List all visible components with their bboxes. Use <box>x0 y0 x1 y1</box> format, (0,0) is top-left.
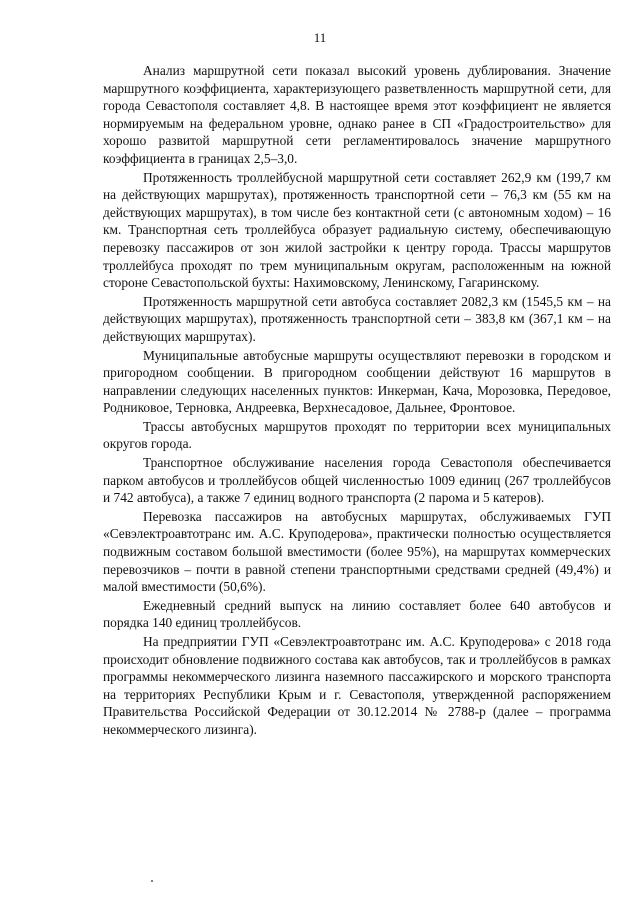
paragraph-passenger-transport: Перевозка пассажиров на автобусных маршрутах, обслуживаемых ГУП «Севэлектроавтотранс им. А.С. Круподерова», практически полностью осуществляется подвижным составом большой вместимости (более 95%), на маршрутах коммерческих перевозчиков – почти в равной степени транспортными средствами средней (49,4%) и малой вместимости (50,6%). <box>103 508 611 595</box>
paragraph-trolleybus-network: Протяженность троллейбусной маршрутной сети составляет 262,9 км (199,7 км на действующих маршрутах), протяженность транспортной сети – 76,3 км (55 км на действующих маршрутах), в том числе без контактной сети (с автономным ходом) – 16 км. Транспортная сеть троллейбуса образует радиальную систему, обеспечивающую перевозку пассажиров от зон жилой застройки к центру города. Трассы маршрутов троллейбуса проходят по трем муниципальным округам, расположенным на южной стороне Севастопольской бухты: Нахимовскому, Ленинскому, Гагаринскому. <box>103 169 611 291</box>
paragraph-municipal-bus-routes: Муниципальные автобусные маршруты осуществляют перевозки в городском и пригородном сообщении. В пригородном сообщении действуют 16 маршрутов в направлении следующих населенных пунктов: Инкерман, Кача, Морозовка, Передовое, Родниковое, Терновка, Андреевка, Верхнесадовое, Дальнее, Фронтовое. <box>103 347 611 416</box>
paragraph-bus-route-tracks: Трассы автобусных маршрутов проходят по территории всех муниципальных округов города. <box>103 418 611 452</box>
paragraph-route-network-analysis: Анализ маршрутной сети показал высокий уровень дублирования. Значение маршрутного коэффициента, характеризующего разветвленность маршрутной сети, для города Севастополя составляет 4,8. В настоящее время этот коэффициент не является нормируемым на федеральном уровне, однако ранее в СП «Градостроительство» для хорошо развитой маршрутной сети регламентировалось значение маршрутного коэффициента в границах 2,5–3,0. <box>103 63 611 166</box>
scan-speck <box>151 880 153 882</box>
paragraph-fleet-renewal: На предприятии ГУП «Севэлектроавтотранс им. А.С. Круподерова» с 2018 года происходит обновление подвижного состава как автобусов, так и троллейбусов в рамках программы некоммерческого лизинга наземного пассажирского и морского транспорта на территориях Республики Крым и г. Севастополя, утвержденной распоряжением Правительства Российской Федерации от 30.12.2014 № 2788-р (далее – программа некоммерческого лизинга). <box>103 634 611 737</box>
page-number: 11 <box>313 30 327 45</box>
paragraph-bus-network: Протяженность маршрутной сети автобуса составляет 2082,3 км (1545,5 км – на действующих маршрутах), протяженность транспортной сети – 383,8 км (367,1 км – на действующих маршрутах). <box>103 293 611 344</box>
document-body <box>103 62 611 740</box>
paragraph-fleet: Транспортное обслуживание населения города Севастополя обеспечивается парком автобусов и троллейбусов общей численностью 1009 единиц (267 троллейбусов и 742 автобуса), а также 7 единиц водного транспорта (2 парома и 5 катеров). <box>103 455 611 506</box>
paragraph-daily-output: Ежедневный средний выпуск на линию составляет более 640 автобусов и порядка 140 единиц троллейбусов. <box>103 597 611 631</box>
